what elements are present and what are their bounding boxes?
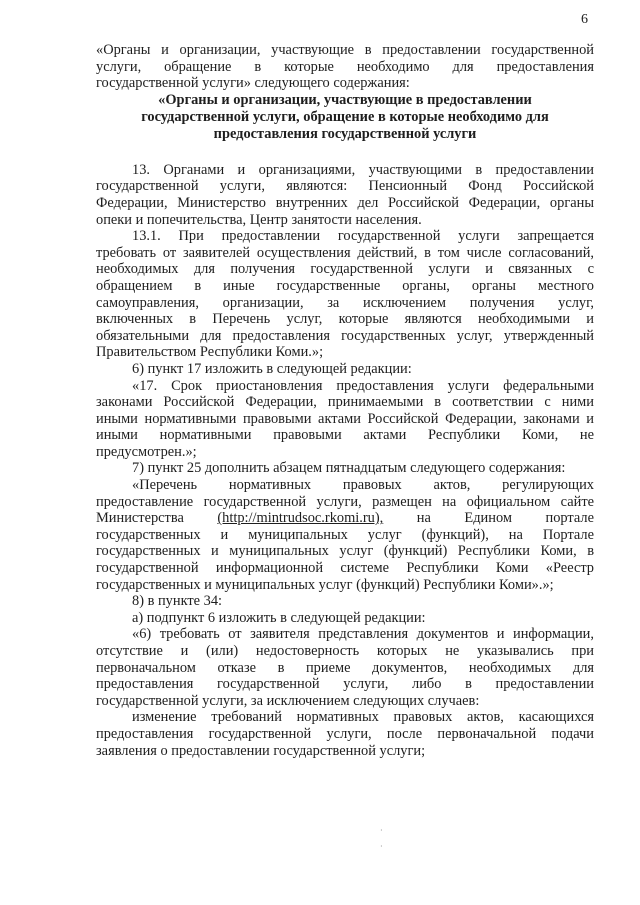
text-line: государственной информационной системе Республики Коми «Реестр: [96, 560, 594, 577]
text-line: государственных и муниципальных услуг (функций), на Портале: [96, 526, 594, 543]
text-line: предоставление государственной услуги, размещен на официальном сайте: [96, 493, 594, 510]
text-line: государственных и муниципальных услуг (функций) Республики Коми».»;: [96, 576, 554, 593]
text-line: «6) требовать от заявителя представления документов и информации,: [132, 626, 594, 643]
text-line: законами Российской Федерации, принимаемыми в соответствии с ними: [96, 394, 594, 411]
text-line: предусмотрен.»;: [96, 443, 197, 460]
text-line: государственной услуги, за исключением следующих случаев:: [96, 692, 480, 709]
text-line: иными нормативными правовыми актами Республики Коми, не: [96, 427, 594, 444]
text-line: Федерации, Министерство внутренних дел Российской Федерации, органы: [96, 194, 594, 211]
text-line: 13.1. При предоставлении государственной услуги запрещается: [132, 228, 594, 245]
text-line: «17. Срок приостановления предоставления услуги федеральными: [132, 377, 594, 394]
text-line: Правительством Республики Коми.»;: [96, 344, 324, 361]
text-line: государственной услуги, являются: Пенсионный Фонд Российской: [96, 178, 594, 195]
paragraph-13: [96, 162, 594, 228]
scan-speck: ·: [380, 842, 383, 851]
text-line: изменение требований нормативных правовых актов, касающихся: [132, 709, 594, 726]
text-line: «Органы и организации, участвующие в предоставлении государственной: [96, 42, 594, 58]
text-line: государственных и муниципальных услуг (функций) Республики Коми, в: [96, 543, 594, 560]
paragraph-13-1: [96, 228, 594, 361]
item-7: 7) пункт 25 дополнить абзацем пятнадцатым следующего содержания:: [132, 460, 566, 477]
text-line: отсутствие и (или) недостоверность которых не указывались при: [96, 643, 594, 659]
scan-speck: ·: [380, 826, 383, 835]
intro-paragraph: [96, 42, 594, 92]
text-line: 13. Органами и организациями, участвующими в предоставлении: [132, 161, 594, 178]
text-line: первоначальном отказе в приеме документов, необходимых для: [96, 659, 594, 676]
text-line: требовать от заявителей осуществления действий, в том числе согласований,: [96, 244, 594, 261]
item-8: 8) в пункте 34:: [132, 593, 223, 610]
item-6: 6) пункт 17 изложить в следующей редакции:: [132, 360, 412, 377]
paragraph-17: [96, 378, 594, 461]
paragraph-25: [96, 477, 594, 593]
heading-line: предоставления государственной услуги: [213, 125, 477, 142]
section-heading: [96, 92, 594, 143]
text-fragment: на Едином портале: [416, 510, 594, 527]
heading-line: «Органы и организации, участвующие в предоставлении: [158, 91, 532, 108]
text-line: «Перечень нормативных правовых актов, регулирующих: [132, 477, 594, 494]
text-line: предоставления государственной услуги, либо в предоставлении: [96, 676, 594, 693]
paragraph-34-6: [96, 626, 594, 709]
item-8a: а) подпункт 6 изложить в следующей редакции:: [132, 609, 426, 626]
text-line: государственной услуги» следующего содержания:: [96, 75, 410, 92]
text-fragment: Министерства: [96, 510, 184, 527]
text-line: опеки и попечительства, Центр занятости населения.: [96, 211, 422, 228]
text-line: обязательными для предоставления государственных услуг, утвержденный: [96, 327, 594, 344]
text-line: услуги, обращение в которые необходимо для предоставления: [96, 58, 594, 75]
document-body: [96, 42, 594, 759]
paragraph-change: [96, 709, 594, 759]
text-line: необходимых для получения государственной услуги и связанных с: [96, 261, 594, 278]
text-line: включенных в Перечень услуг, которые являются необходимыми и: [96, 311, 594, 328]
text-line: [96, 510, 594, 527]
text-line: заявления о предоставлении государственной услуги;: [96, 742, 426, 759]
text-line: иными нормативными правовыми актами Российской Федерации, законами и: [96, 410, 594, 427]
ministry-website-link[interactable]: (http://mintrudsoc.rkomi.ru),: [217, 510, 384, 527]
text-line: обращением в иные государственные органы, органы местного: [96, 277, 594, 294]
text-line: самоуправления, организации, за исключением получения услуг,: [96, 294, 594, 311]
text-line: предоставления государственной услуги, после первоначальной подачи: [96, 725, 594, 742]
heading-line: государственной услуги, обращение в которые необходимо для: [141, 108, 549, 125]
page-number: 6: [581, 12, 588, 27]
